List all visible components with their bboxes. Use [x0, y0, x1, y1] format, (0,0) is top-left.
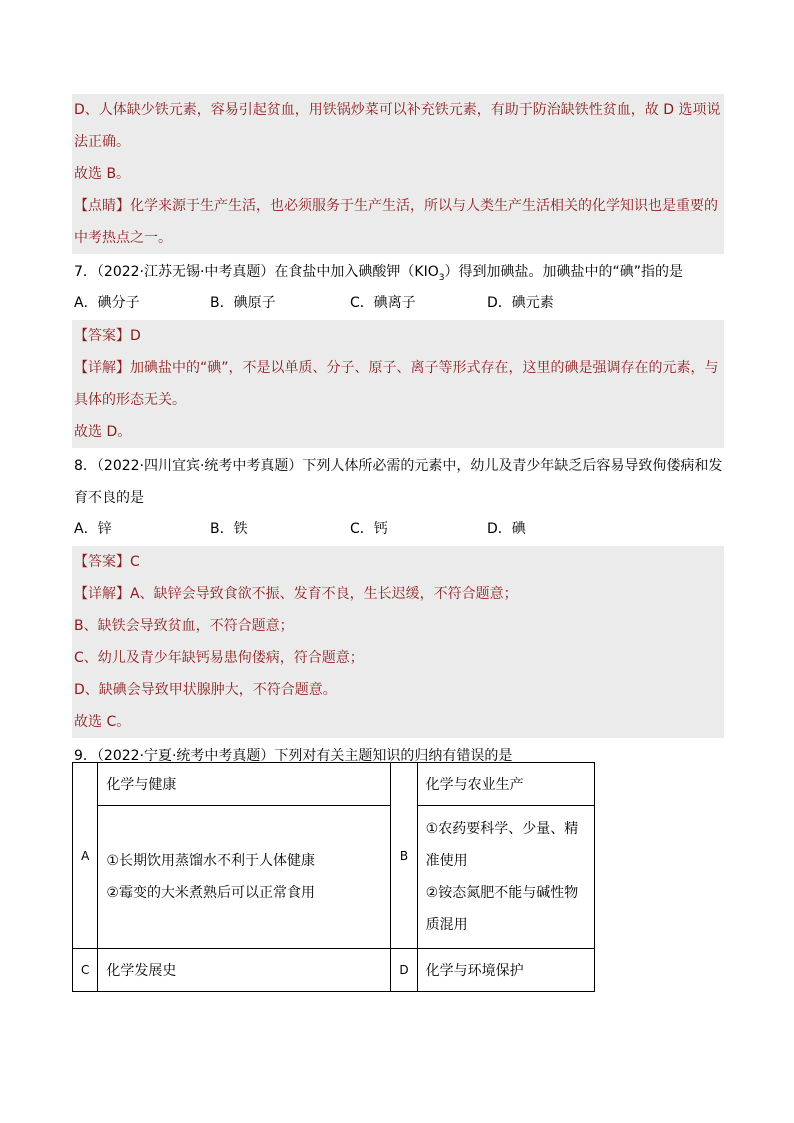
option-row: [72, 514, 724, 544]
document-body: [72, 94, 724, 772]
cell-label-c: C: [73, 949, 98, 992]
answer-line: 故选 B。: [74, 166, 131, 182]
cell-label-d: D: [391, 949, 417, 992]
option-b[interactable]: B．铁: [210, 521, 248, 537]
answer-line: 【答案】D: [74, 328, 141, 344]
cell-title-a: 化学与健康: [98, 763, 391, 806]
answer-line: 具体的形态无关。: [74, 392, 186, 408]
cell-item: 准使用: [425, 853, 468, 869]
answer-line: 故选 C。: [74, 714, 131, 730]
option-d[interactable]: D．碘: [487, 521, 526, 537]
question-8: [72, 450, 724, 544]
cell-title-b: 化学与农业生产: [417, 763, 594, 806]
answer-line: B、缺铁会导致贫血，不符合题意；: [74, 618, 294, 634]
question-stem: 育不良的是: [74, 490, 144, 506]
option-d[interactable]: D．碘元素: [487, 295, 554, 311]
knowledge-table: [72, 762, 595, 992]
answer-line: 故选 D。: [74, 424, 132, 440]
answer-line: C、幼儿及青少年缺钙易患佝偻病，符合题意；: [74, 650, 364, 666]
answer-line: 【点睛】化学来源于生产生活，也必须服务于生产生活，所以与人类生产生活相关的化学知识也是重要的: [74, 198, 718, 214]
question-stem: 8．（2022·四川宜宾·统考中考真题）下列人体所必需的元素中，幼儿及青少年缺乏后容易导致佝偻病和发: [74, 458, 723, 474]
cell-title-c: 化学发展史: [98, 949, 391, 992]
cell-item: ①农药要科学、少量、精: [425, 821, 579, 837]
cell-label-a: A: [73, 763, 98, 949]
cell-item: ①长期饮用蒸馏水不利于人体健康: [106, 853, 315, 869]
option-c[interactable]: C．钙: [350, 521, 388, 537]
q8-answer: [72, 546, 724, 738]
option-c[interactable]: C．碘离子: [350, 295, 416, 311]
question-7: [72, 256, 724, 318]
cell-body-b: [417, 806, 594, 949]
answer-line: D、人体缺少铁元素，容易引起贫血，用铁锅炒菜可以补充铁元素，有助于防治缺铁性贫血，故 D 选项说: [74, 102, 721, 118]
answer-line: 【详解】加碘盐中的“碘”，不是以单质、分子、原子、离子等形式存在，这里的碘是强调存在的元素，与: [74, 360, 719, 376]
answer-line: 【答案】C: [74, 554, 140, 570]
answer-line: 【详解】A、缺锌会导致食欲不振、发育不良，生长迟缓，不符合题意；: [74, 586, 518, 602]
answer-line: 法正确。: [74, 134, 130, 150]
option-a[interactable]: A．锌: [74, 521, 112, 537]
cell-body-a: [98, 806, 391, 949]
q6-answer-continuation: [72, 94, 724, 254]
question-stem: 7．（2022·江苏无锡·中考真题）在食盐中加入碘酸钾$(KIO_3)$得到加碘盐。加碘盐中的“碘”指的是: [74, 264, 684, 283]
cell-item: 质混用: [425, 917, 468, 933]
cell-title-d: 化学与环境保护: [417, 949, 594, 992]
cell-item: ②霉变的大米煮熟后可以正常食用: [106, 885, 315, 901]
q7-answer: [72, 320, 724, 448]
question-stem: 9．（2022·宁夏·统考中考真题）下列对有关主题知识的归纳有错误的是: [74, 748, 513, 764]
cell-item: ②铵态氮肥不能与碱性物: [425, 885, 579, 901]
option-row: [72, 288, 724, 318]
answer-line: D、缺碘会导致甲状腺肿大，不符合题意。: [74, 682, 337, 698]
option-b[interactable]: B．碘原子: [210, 295, 276, 311]
answer-line: 中考热点之一。: [74, 230, 172, 246]
option-a[interactable]: A．碘分子: [74, 295, 140, 311]
cell-label-b: B: [391, 763, 417, 949]
